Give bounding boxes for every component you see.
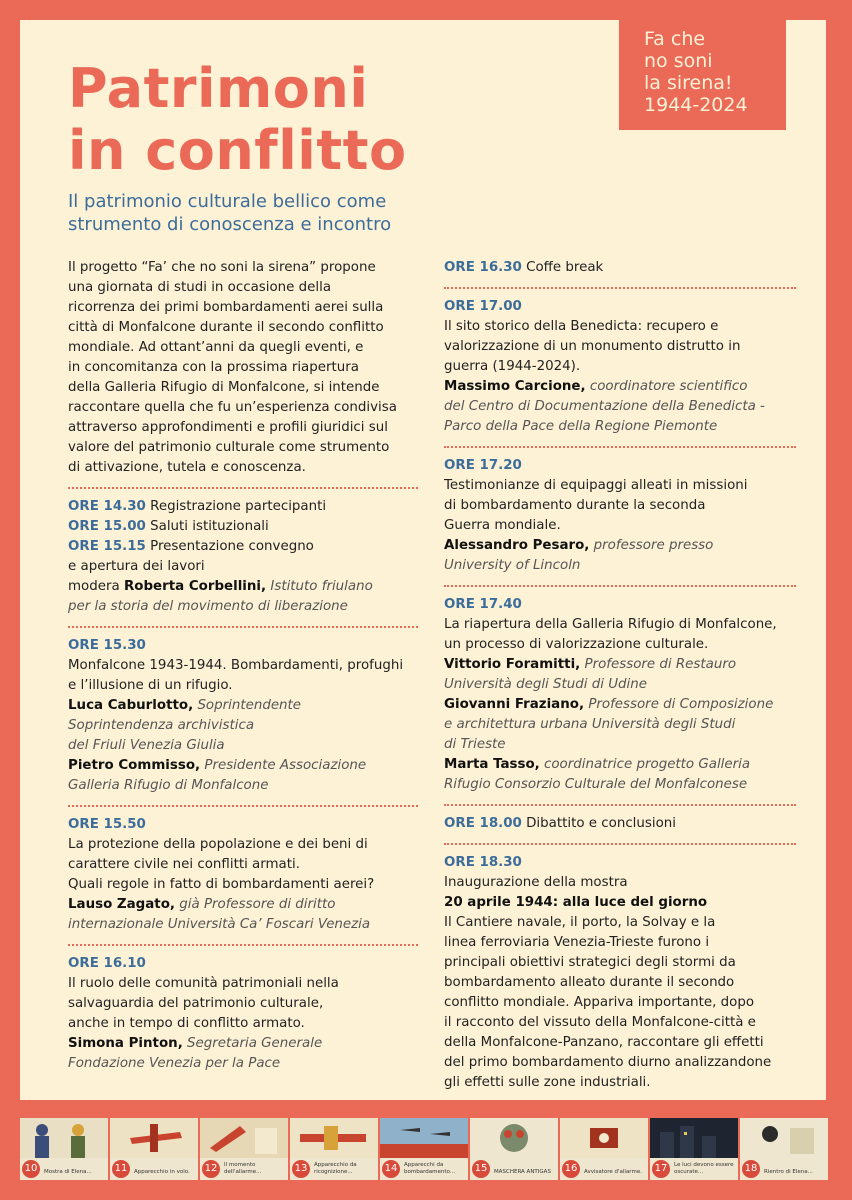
panel-number: 15 [472,1160,490,1178]
alarm-device-icon [560,1118,648,1158]
event-desc: Inaugurazione della mostra [444,875,628,890]
event-desc: carattere civile nei conflitti armati. [68,857,300,872]
panel-caption: Apparecchi da bombardamento... [404,1162,455,1175]
time-label: ORE 15.15 [68,539,146,554]
blackout-city-icon [650,1118,738,1158]
speaker-role: Professore di Composizione [588,697,774,712]
speaker-role: Fondazione Venezia per la Pace [68,1056,281,1071]
panel-number: 18 [742,1160,760,1178]
speaker-row [444,377,796,397]
exhibit-desc: gli effetti sulle zone industriali. [444,1075,651,1090]
moderator-row [68,577,418,597]
panel-number: 10 [22,1160,40,1178]
event-desc: Presentazione convegno [150,539,314,554]
badge-line: 1944-2024 [644,94,748,116]
time-label: ORE 17.40 [444,597,522,612]
title-line: in conflitto [68,119,407,182]
speaker-name: Pietro Commisso, [68,758,201,773]
speaker-row [444,655,796,675]
panel-caption: Apparecchio da ricognizione... [314,1162,357,1175]
speaker-name: Simona Pinton, [68,1036,183,1051]
time-label: ORE 15.00 [68,519,146,534]
event-desc: Il sito storico della Benedicta: recupero e [444,319,719,334]
speaker-role: Galleria Rifugio di Monfalcone [68,778,269,793]
subtitle [68,190,391,236]
speaker-row [444,536,796,556]
schedule-row [68,537,418,557]
intro-line: raccontare quella che fu un’esperienza condivisa [68,400,397,415]
schedule-block-1550 [68,807,418,946]
moderator-label: modera [68,579,120,594]
speaker-role: internazionale Università Ca’ Foscari Venezia [68,917,371,932]
event-desc: Guerra mondiale. [444,518,561,533]
speaker-role: Parco della Pace della Regione Piemonte [444,419,718,434]
speaker-role: Soprintendenza archivistica [68,718,255,733]
illustration-panel [650,1118,738,1180]
speaker-role: di Trieste [444,737,506,752]
event-desc: Il ruolo delle comunità patrimoniali nella [68,976,339,991]
exhibit-desc: bombardamento alleato durante il secondo [444,975,735,990]
event-desc: salvaguardia del patrimonio culturale, [68,996,324,1011]
event-desc: e l’illusione di un rifugio. [68,678,233,693]
schedule-block-1720 [444,448,796,587]
illustration-panel [380,1118,468,1180]
exhibit-desc: il racconto del vissuto della Monfalcone-città e [444,1015,756,1030]
speaker-role: Professore di Restauro [584,657,737,672]
speaker-role: University of Lincoln [444,558,581,573]
event-desc: un processo di valorizzazione culturale. [444,637,709,652]
page-title [68,58,407,182]
subtitle-line: strumento di conoscenza e incontro [68,214,392,235]
speaker-role: e architettura urbana Università degli Studi [444,717,736,732]
title-line: Patrimoni [68,57,369,120]
panel-number: 12 [202,1160,220,1178]
time-label: ORE 18.30 [444,855,522,870]
schedule-row [444,258,796,278]
event-desc: Quali regole in fatto di bombardamenti aerei? [68,877,375,892]
illustration-panel [560,1118,648,1180]
panel-caption: Avvisatore d'allarme. [584,1169,642,1175]
panel-caption: Apparecchio in volo. [134,1169,190,1175]
time-label: ORE 15.30 [68,638,146,653]
time-label: ORE 16.10 [68,956,146,971]
time-label: ORE 17.00 [444,299,522,314]
intro-line: in concomitanza con la prossima riapertura [68,360,359,375]
event-desc: Dibattito e conclusioni [526,816,676,831]
illustration-panel [740,1118,828,1180]
event-desc: e apertura dei lavori [68,559,205,574]
panel-caption: Rientro di Elena... [764,1169,813,1175]
speaker-role: Istituto friulano [270,579,373,594]
event-desc: di bombardamento durante la seconda [444,498,706,513]
event-desc: Monfalcone 1943-1944. Bombardamenti, profughi [68,658,404,673]
speaker-role: Università degli Studi di Udine [444,677,647,692]
panel-number: 17 [652,1160,670,1178]
intro-line: attraverso approfondimenti e profili giuridici sul [68,420,388,435]
subtitle-line: Il patrimonio culturale bellico come [68,191,387,212]
speaker-row [68,756,418,776]
speaker-name: Luca Caburlotto, [68,698,194,713]
panel-caption: Il momento dell'allarme... [224,1162,262,1175]
panel-number: 11 [112,1160,130,1178]
speaker-row [68,895,418,915]
schedule-row [68,497,418,517]
speaker-role: coordinatore scientifico [589,379,748,394]
illustration-panel [20,1118,108,1180]
event-desc: Saluti istituzionali [150,519,269,534]
intro-line: Il progetto “Fa’ che no soni la sirena” propone [68,260,376,275]
left-column [68,258,418,1083]
schedule-row [444,814,796,834]
reconnaissance-plane-icon [290,1118,378,1158]
intro-paragraph [68,258,418,489]
panel-caption: Mostra di Elena... [44,1169,92,1175]
event-desc: Registrazione partecipanti [150,499,327,514]
speaker-row [68,1034,418,1054]
exhibit-desc: del primo bombardamento diurno analizzandone [444,1055,772,1070]
speaker-name: Marta Tasso, [444,757,540,772]
airplane-icon [110,1118,198,1158]
schedule-block-1740 [444,587,796,806]
speaker-role: del Friuli Venezia Giulia [68,738,225,753]
intro-line: ricorrenza dei primi bombardamenti aerei sulla [68,300,384,315]
time-label: ORE 17.20 [444,458,522,473]
right-column [444,258,796,1102]
speaker-name: Giovanni Fraziano, [444,697,585,712]
panel-caption: MASCHERA ANTIGAS [494,1169,551,1175]
speaker-role: coordinatrice progetto Galleria [544,757,751,772]
event-badge [619,20,786,130]
schedule-block-1530 [68,628,418,807]
exhibit-desc: della Monfalcone-Panzano, raccontare gli effetti [444,1035,764,1050]
gas-mask-icon [470,1118,558,1158]
speaker-role: Soprintendente [197,698,302,713]
badge-line: Fa che [644,28,706,50]
panel-caption: Le luci devono essere oscurate... [674,1162,734,1175]
schedule-row [68,517,418,537]
figures-illustration-icon [20,1118,108,1158]
schedule-block-1830 [444,845,796,1102]
speaker-name: Massimo Carcione, [444,379,586,394]
illustration-panel [110,1118,198,1180]
speaker-role: Presidente Associazione [204,758,367,773]
speaker-name: Alessandro Pesaro, [444,538,590,553]
speaker-row [444,695,796,715]
time-label: ORE 14.30 [68,499,146,514]
exhibit-desc: principali obiettivi strategici degli stormi da [444,955,736,970]
illustration-panel [470,1118,558,1180]
event-desc: guerra (1944-2024). [444,359,581,374]
speaker-row [444,755,796,775]
event-desc: Coffe break [526,260,604,275]
schedule-block-opening [68,489,418,628]
exhibit-desc: Il Cantiere navale, il porto, la Solvay e la [444,915,716,930]
speaker-role: del Centro di Documentazione della Benedicta - [444,399,765,414]
speaker-name: Vittorio Foramitti, [444,657,581,672]
badge-line: no soni [644,50,713,72]
speaker-role: professore presso [593,538,714,553]
return-scene-icon [740,1118,828,1158]
speaker-name: Roberta Corbellini, [123,579,267,594]
speaker-role: Segretaria Generale [187,1036,323,1051]
alarm-scene-icon [200,1118,288,1158]
time-label: ORE 16.30 [444,260,522,275]
intro-line: valore del patrimonio culturale come strumento [68,440,390,455]
time-label: ORE 15.50 [68,817,146,832]
intro-line: una giornata di studi in occasione della [68,280,332,295]
panel-number: 16 [562,1160,580,1178]
speaker-role: già Professore di diritto [179,897,336,912]
event-desc: Testimonianze di equipaggi alleati in missioni [444,478,748,493]
intro-line: città di Monfalcone durante il secondo conflitto [68,320,384,335]
speaker-role: Rifugio Consorzio Culturale del Monfalconese [444,777,748,792]
intro-line: mondiale. Ad ottant’anni da quegli eventi, e [68,340,364,355]
event-desc: La protezione della popolazione e dei beni di [68,837,368,852]
panel-number: 14 [382,1160,400,1178]
exhibit-desc: conflitto mondiale. Appariva importante, dopo [444,995,755,1010]
bomber-planes-icon [380,1118,468,1158]
event-desc: anche in tempo di conflitto armato. [68,1016,305,1031]
event-desc: valorizzazione di un monumento distrutto in [444,339,741,354]
exhibit-desc: linea ferroviaria Venezia-Trieste furono i [444,935,710,950]
speaker-name: Lauso Zagato, [68,897,175,912]
intro-line: di attivazione, tutela e conoscenza. [68,460,306,475]
illustration-panel [290,1118,378,1180]
illustration-panel [200,1118,288,1180]
schedule-block-1610 [68,946,418,1083]
panel-number: 13 [292,1160,310,1178]
badge-line: la sirena! [644,72,733,94]
intro-line: della Galleria Rifugio di Monfalcone, si intende [68,380,380,395]
schedule-block-1800 [444,806,796,845]
speaker-role: per la storia del movimento di liberazione [68,599,348,614]
exhibit-title: 20 aprile 1944: alla luce del giorno [444,895,708,910]
event-desc: La riapertura della Galleria Rifugio di Monfalcone, [444,617,777,632]
schedule-block-1700 [444,289,796,448]
speaker-row [68,696,418,716]
time-label: ORE 18.00 [444,816,522,831]
schedule-block-1630 [444,258,796,289]
illustration-strip [20,1118,828,1180]
